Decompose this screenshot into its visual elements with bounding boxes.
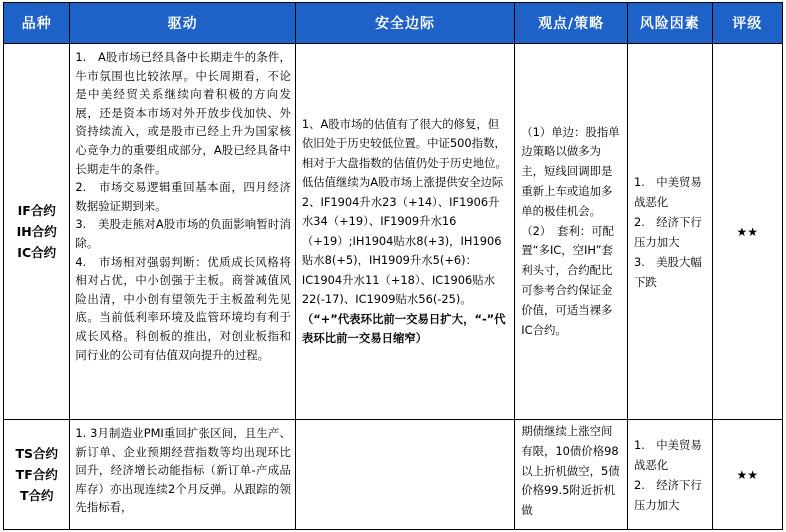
rating-stars: ★★ — [736, 224, 759, 239]
product-name: IF合约 — [17, 203, 56, 218]
view-item: 期债继续上涨空间有限，10债价格98以上折机做空，5债价格99.5附近折机做 — [521, 424, 620, 518]
header-rating: 评级 — [712, 3, 782, 44]
header-safety-margin: 安全边际 — [295, 3, 514, 44]
view-strategy-cell — [515, 420, 628, 530]
risk-item: 1. 中美贸易战恶化 — [633, 174, 702, 209]
drivers-cell — [70, 44, 295, 420]
table-row — [4, 44, 783, 420]
risk-item: 3. 美股大幅下跌 — [633, 254, 702, 289]
risk-factors-cell — [627, 44, 712, 420]
driver-item: 4. 市场相对强弱判断：优质成长风格将相对占优，中小创强于主板。商誉减值风险出清，中小创有望领先于主板盈利先见底。当前低利率环境及监管环境均有利于成长风格。科创板的推出，对创业板指和同行业的公司有估值双向提升的过程。 — [75, 254, 291, 362]
safety-item: 1、A股市场的估值有了很大的修复，但依旧处于历史较低位置。中证500指数，相对于大盘指数的估值仍处于历史地位。低估值继续为A股市场上涨提供安全边际 — [301, 116, 507, 189]
product-cell — [4, 420, 70, 530]
rating-cell — [712, 44, 782, 420]
driver-item: 1. A股市场已经具备中长期走牛的条件，牛市氛围也比较浓厚。中长周期看，不论是中美经贸关系继续向着积极的方向发展，还是资本市场对外开放步伐加快、外资持续流入，或是股市已经上升为国家核心竞争力的重要组成部分，A股已经具备中长期走牛的条件。 — [75, 50, 291, 176]
rating-cell — [712, 420, 782, 530]
header-drivers: 驱动 — [70, 3, 295, 44]
product-name: T合约 — [19, 488, 54, 503]
driver-item: 3. 美股走熊对A股市场的负面影响暂时消除。 — [75, 217, 291, 250]
safety-note: （“+”代表环比前一交易日扩大，“-”代表环比前一交易日缩窄） — [301, 311, 506, 345]
view-strategy-cell — [515, 44, 628, 420]
product-name: IC合约 — [17, 245, 57, 260]
header-product: 品种 — [4, 3, 70, 44]
header-view-strategy: 观点/策略 — [515, 3, 628, 44]
product-name: TF合约 — [15, 467, 58, 482]
view-item: （1）单边：股指单边策略以做多为主，短线回调即是重新上车或追加多单的极佳机会。 — [521, 124, 620, 218]
drivers-cell — [70, 420, 295, 530]
driver-item: 1. 3月制造业PMI重回扩张区间，且生产、新订单、企业预期经营指数等均出现环比回升，经济增长动能指标（新订单-产成品库存）亦出现连续2个月反弹。从跟踪的领先指标看， — [75, 426, 291, 515]
risk-item: 2. 经济下行压力加大 — [633, 214, 702, 249]
product-name: IH合约 — [16, 224, 57, 239]
risk-item: 2. 经济下行压力加大 — [633, 477, 702, 512]
safety-margin-cell — [295, 44, 514, 420]
risk-item: 1. 中美贸易战恶化 — [633, 437, 702, 472]
futures-strategy-table — [3, 2, 783, 530]
table-row — [4, 420, 783, 530]
header-row — [4, 3, 783, 44]
product-name: TS合约 — [15, 446, 58, 461]
safety-item: 2、IF1904升水23（+14）、IF1906升水34（+19）、IF1909升水16（+19）;IH1904贴水8(+3)，IH1906贴水8(+5)，IH1909升水5(+6)：IC1904升水11（+18）、IC1906贴水22(-17)、IC1909贴水56(-25)。 — [301, 194, 502, 306]
driver-item: 2. 市场交易逻辑重回基本面，四月经济数据验证期到来。 — [75, 180, 291, 213]
header-risk-factors: 风险因素 — [627, 3, 712, 44]
rating-stars: ★★ — [736, 467, 759, 482]
risk-factors-cell — [627, 420, 712, 530]
view-item: （2） 套利：可配置“多IC，空IH”套利头寸，合约配比可参考合约保证金价值，可适当裸多IC合约。 — [521, 223, 614, 337]
product-cell — [4, 44, 70, 420]
safety-margin-cell — [295, 420, 514, 530]
